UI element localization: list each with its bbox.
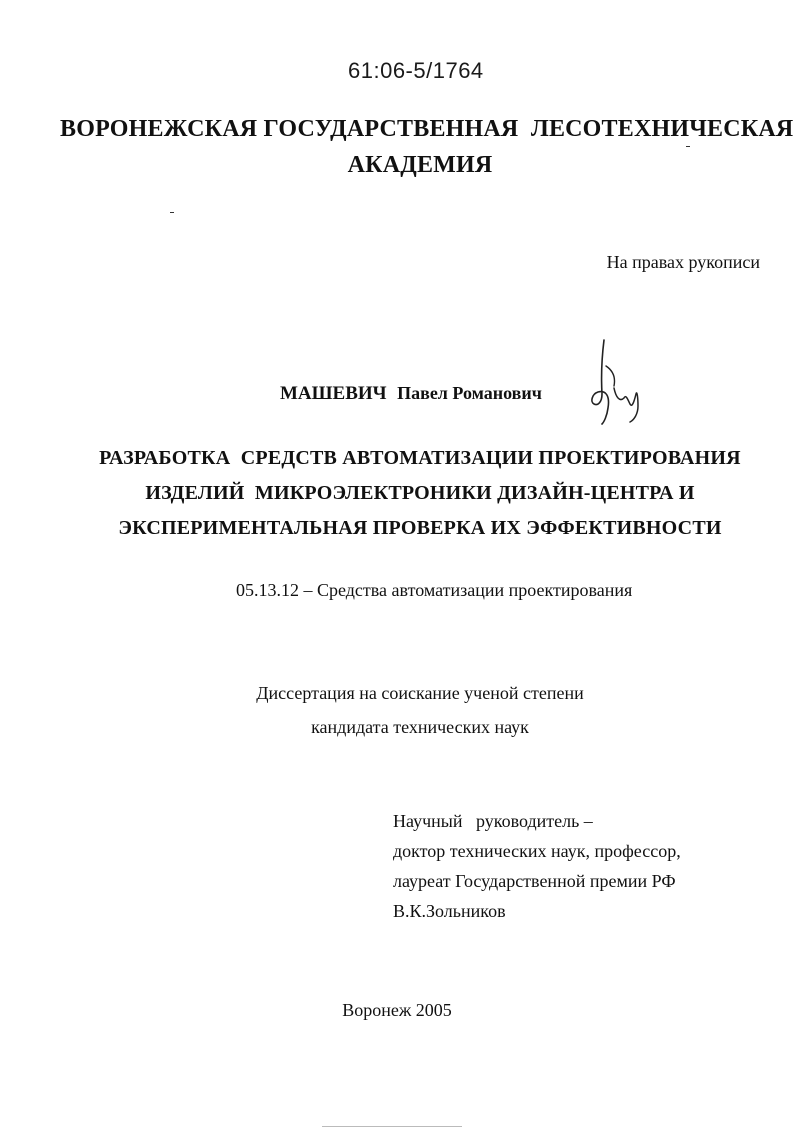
supervisor-block — [393, 806, 753, 926]
dissertation-title-line-2: ИЗДЕЛИЙ МИКРОЭЛЕКТРОНИКИ ДИЗАЙН-ЦЕНТРА И — [145, 482, 695, 504]
institution-name-line-1: ВОРОНЕЖСКАЯ ГОСУДАРСТВЕННАЯ ЛЕСОТЕХНИЧЕСКАЯ — [60, 116, 794, 142]
degree-statement-line-2: кандидата технических наук — [311, 717, 529, 737]
scan-speck — [170, 212, 174, 213]
supervisor-line-3: лауреат Государственной премии РФ — [393, 871, 676, 891]
institution-name-line-2: АКАДЕМИЯ — [347, 152, 493, 178]
degree-statement-line-1: Диссертация на соискание ученой степени — [256, 683, 584, 703]
handwritten-signature — [580, 336, 650, 426]
supervisor-name: В.К.Зольников — [393, 901, 506, 921]
author-name — [280, 383, 542, 405]
institution-name — [60, 111, 794, 183]
degree-statement — [120, 676, 720, 744]
bottom-scan-line — [322, 1126, 462, 1127]
author-surname: МАШЕВИЧ — [280, 383, 387, 404]
author-given-names: Павел Романович — [397, 383, 542, 403]
specialty-code: 05.13.12 – Средства автоматизации проектирования — [236, 580, 633, 600]
supervisor-line-1: Научный руководитель – — [393, 811, 593, 831]
supervisor-line-2: доктор технических наук, профессор, — [393, 841, 681, 861]
rights-note: На правах рукописи — [606, 252, 760, 272]
library-stamp-code: 61:06-5/1764 — [348, 58, 484, 83]
dissertation-title — [90, 441, 750, 546]
city-year: Воронеж 2005 — [342, 1000, 452, 1020]
dissertation-title-line-1: РАЗРАБОТКА СРЕДСТВ АВТОМАТИЗАЦИИ ПРОЕКТИРОВАНИЯ — [99, 447, 741, 469]
dissertation-title-line-3: ЭКСПЕРИМЕНТАЛЬНАЯ ПРОВЕРКА ИХ ЭФФЕКТИВНОСТИ — [118, 517, 722, 539]
scan-speck — [686, 146, 690, 147]
